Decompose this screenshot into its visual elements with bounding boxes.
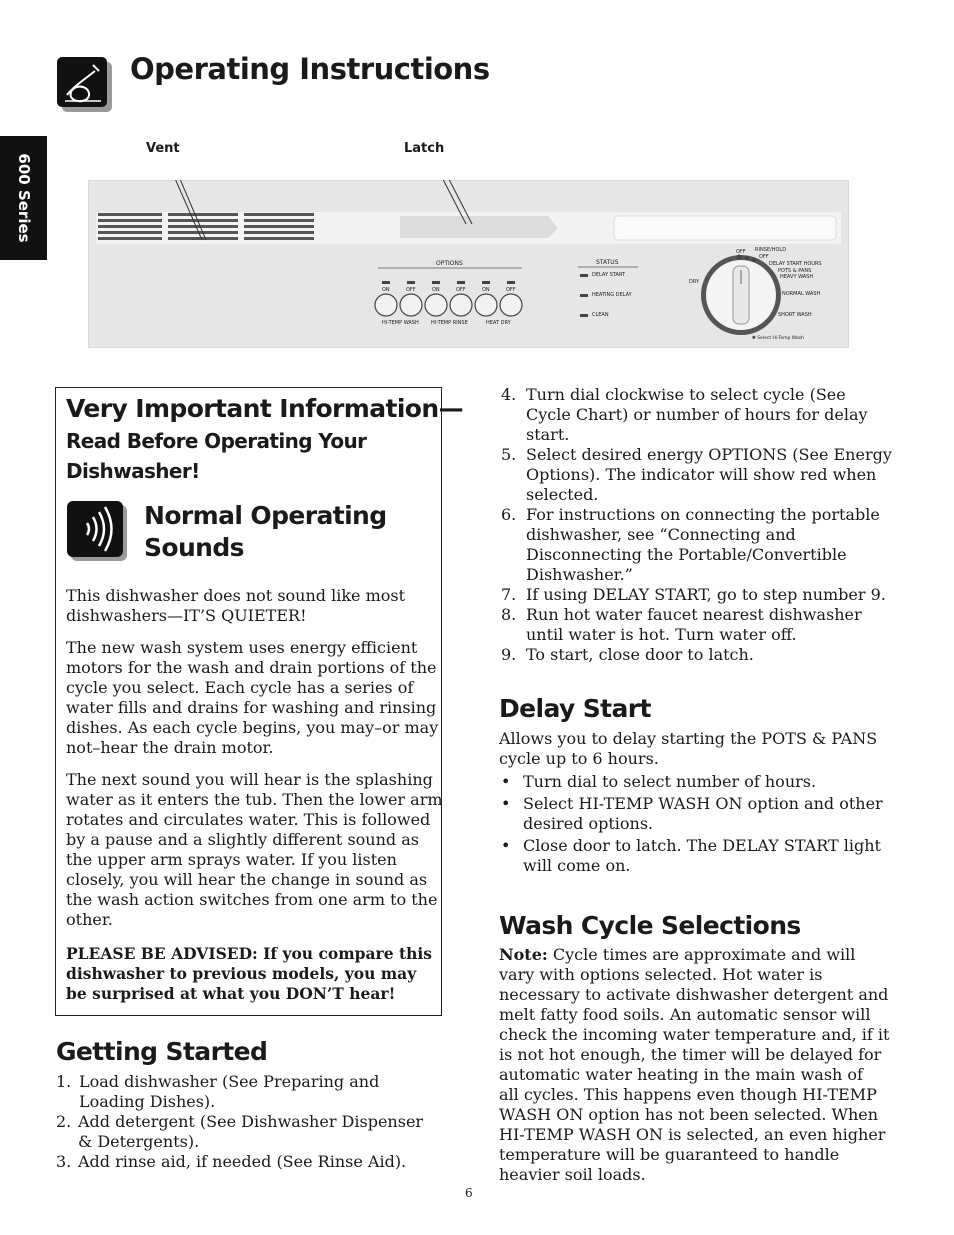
dial-label: HEAVY WASH	[780, 274, 814, 280]
steps-continued-list	[501, 385, 893, 665]
toggle-label: OFF	[456, 287, 466, 293]
status-item: CLEAN	[592, 312, 609, 318]
latch-label: Latch	[404, 141, 445, 156]
dial-footnote: ✱ Select Hi-Temp Wash	[752, 336, 804, 341]
dial-label: NORMAL WASH	[782, 291, 821, 297]
important-title: Very Important Information—	[66, 394, 463, 423]
page-title: Operating Instructions	[130, 52, 490, 86]
toggle-label: ON	[382, 287, 390, 293]
list-item: 9. To start, close door to latch.	[501, 645, 754, 664]
wash-cycle-note: Note: Cycle times are approximate and will vary with options selected. Hot water is necessary to activate dishwasher detergent and melt fatty food soils. An automatic sensor will check the incoming water temperature and, if it is not hot enough, the timer will be delayed for automatic water heating in the main wash of all cycles. This happens even though HI-TEMP WASH ON option has not been selected. When HI-TEMP WASH ON is selected, an even higher temperature will be guaranteed to handle heavier soil loads.	[499, 945, 890, 1184]
list-item: 2. Add detergent (See Dishwasher Dispenser & Detergents).	[56, 1112, 424, 1151]
important-subtitle: Dishwasher!	[66, 459, 200, 483]
option-name: HI-TEMP RINSE	[431, 320, 468, 326]
list-item: 7. If using DELAY START, go to step number 9.	[501, 585, 886, 604]
section-tab	[0, 136, 47, 260]
dial-label: RINSE/HOLD	[755, 247, 787, 253]
sounds-paragraph-2: The new wash system uses energy efficient motors for the wash and drain portions of the cycle you select. Each cycle has a series of water fills and drains for washing and rinsing dishes. As each cycle begins, you may–or may not–hear the drain motor.	[66, 638, 439, 757]
important-subtitle: Read Before Operating Your	[66, 429, 367, 453]
dial-label: SHORT WASH	[778, 312, 812, 318]
sound-waves-icon	[67, 501, 127, 561]
status-title: STATUS	[596, 259, 619, 266]
dial-label: OFF	[736, 249, 746, 255]
sounds-paragraph-1: This dishwasher does not sound like most dishwashers—IT’S QUIETER!	[66, 586, 406, 625]
advised-note: PLEASE BE ADVISED: If you compare this dishwasher to previous models, you may be surprised at what you DON’T hear!	[66, 944, 432, 1003]
list-item: • Close door to latch. The DELAY START light will come on.	[501, 836, 881, 875]
dial-label: DRY	[689, 279, 700, 285]
list-item: 8. Run hot water faucet nearest dishwasher until water is hot. Turn water off.	[501, 605, 862, 644]
hand-dial-icon	[57, 57, 113, 113]
status-item: DELAY START	[592, 272, 626, 278]
page-number: 6	[465, 1186, 473, 1200]
sounds-title: Normal Operating	[144, 501, 387, 530]
sounds-title: Sounds	[144, 533, 244, 562]
options-title: OPTIONS	[436, 260, 463, 267]
dial-label: OFF	[759, 254, 769, 260]
toggle-label: OFF	[406, 287, 416, 293]
list-item: • Select HI-TEMP WASH ON option and other desired options.	[501, 794, 883, 833]
toggle-label: ON	[432, 287, 440, 293]
getting-started-list	[56, 1072, 446, 1172]
sounds-paragraph-3: The next sound you will hear is the splashing water as it enters the tub. Then the lower arm rotates and circulates water. This is followed by a pause and a slightly different sound as the upper arm sprays water. If you listen closely, you will hear the change in sound as the wash action switches from one arm to the other.	[66, 770, 443, 929]
wash-cycle-title: Wash Cycle Selections	[499, 911, 801, 940]
dial-label: POTS & PANS	[778, 268, 812, 274]
section-tab-label: 600 Series	[14, 153, 33, 243]
list-item: 6. For instructions on connecting the portable dishwasher, see “Connecting and Disconnecting the Portable/Convertible Dishwasher.”	[501, 505, 880, 584]
list-item: 4. Turn dial clockwise to select cycle (See Cycle Chart) or number of hours for delay start.	[501, 385, 868, 444]
list-item: 1. Load dishwasher (See Preparing and Loading Dishes).	[56, 1072, 380, 1111]
delay-start-intro: Allows you to delay starting the POTS & PANS cycle up to 6 hours.	[499, 729, 878, 768]
delay-start-bullets	[501, 772, 893, 876]
delay-start-title: Delay Start	[499, 694, 651, 723]
vent-label: Vent	[146, 141, 180, 156]
toggle-label: OFF	[506, 287, 516, 293]
option-name: HI-TEMP WASH	[382, 320, 419, 326]
list-item: 5. Select desired energy OPTIONS (See Energy Options). The indicator will show red when selected.	[501, 445, 892, 504]
dishwasher-control-panel	[88, 180, 849, 348]
list-item: • Turn dial to select number of hours.	[501, 772, 817, 791]
option-name: HEAT DRY	[486, 320, 511, 326]
list-item: 3. Add rinse aid, if needed (See Rinse Aid).	[56, 1152, 407, 1171]
toggle-label: ON	[482, 287, 490, 293]
latch-icon	[400, 216, 558, 238]
status-item: HEATING DELAY	[592, 292, 632, 298]
getting-started-title: Getting Started	[56, 1037, 268, 1066]
note-label: Note:	[499, 945, 548, 964]
dial-label: DELAY START HOURS	[769, 261, 822, 267]
